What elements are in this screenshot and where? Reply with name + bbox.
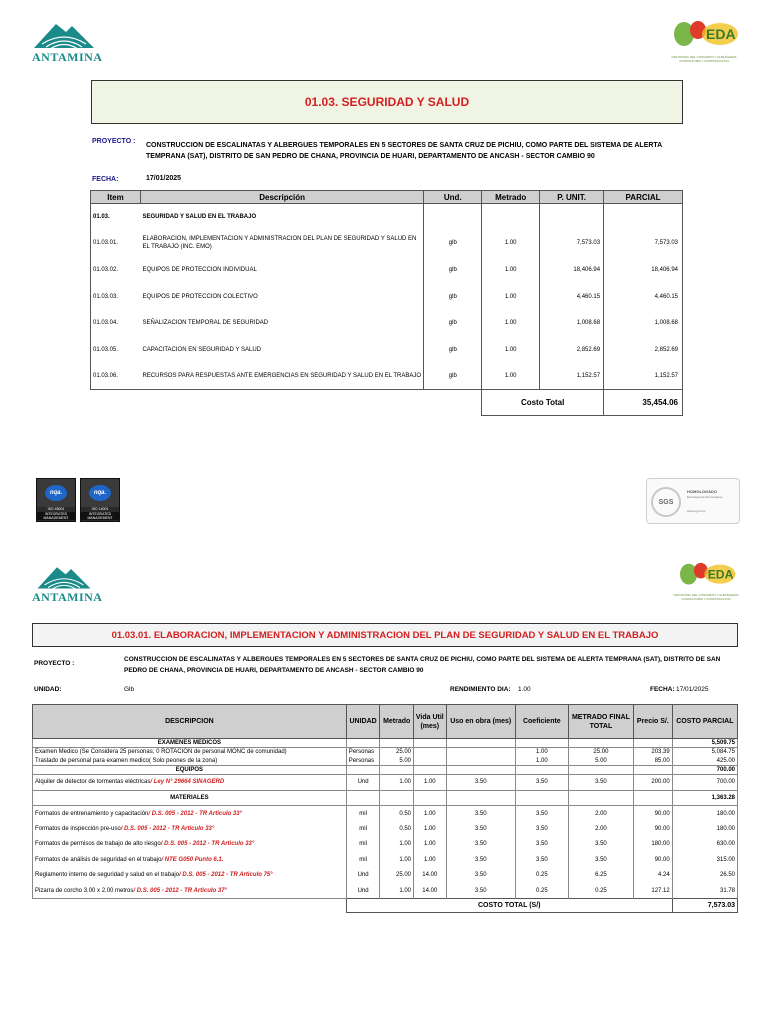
header-vida-util: Vida Util (mes) [414, 705, 447, 739]
antamina-logo-2 [32, 562, 103, 605]
group-subtotal: 700.00 [672, 766, 737, 775]
rendimiento-value: 1.00 [518, 686, 531, 693]
nqa-icon: nqa. [89, 485, 111, 501]
row-desc: Formatos de entrenamiento y capacitación/ D.S. 005 - 2012 - TR Articulo 33° [33, 806, 347, 822]
row-metrado: 1.00 [380, 883, 414, 899]
item-parcial: 18,406.94 [604, 257, 683, 284]
header-uso-obra: Uso en obra (mes) [446, 705, 515, 739]
item-punit: 1,008.68 [540, 310, 604, 337]
row-costo: 315.00 [672, 852, 737, 868]
row-coef: 3.50 [515, 806, 568, 822]
item-metrado: 1.00 [482, 363, 540, 390]
row-costo: 31.78 [672, 883, 737, 899]
header-coeficiente: Coeficiente [515, 705, 568, 739]
row-ref: / D.S. 005 - 2012 - TR Articulo 37° [133, 887, 227, 894]
row-coef: 0.25 [515, 868, 568, 884]
row-precio: 90.00 [634, 852, 673, 868]
proyecto-text: CONSTRUCCION DE ESCALINATAS Y ALBERGUES TEMPORALES EN 5 SECTORES DE SANTA CRUZ DE PICHIU, COMO PARTE DEL SISTEMA DE ALERTA TEMPRANA (SAT), DISTRITO DE SAN PEDRO DE CHANA, PROVINCIA DE HUARI, DEPARTAMENTO DE ANCASH - SECTOR CAMBIO 90 [146, 142, 662, 160]
row-ref: / D.S. 005 - 2012 - TR Articulo 75° [179, 872, 273, 879]
eda-mark: EDA [706, 26, 736, 42]
antamina-wordmark: ANTAMINA [32, 590, 103, 604]
item-metrado: 1.00 [482, 230, 540, 257]
row-mfinal: 3.50 [568, 775, 633, 791]
row-uso [446, 757, 515, 766]
row-uso: 3.50 [446, 868, 515, 884]
rendimiento-label: RENDIMIENTO DIA: [450, 686, 511, 693]
row-metrado: 5.00 [380, 757, 414, 766]
header-desc: Descripción [140, 191, 423, 204]
nqa-icon: nqa. [45, 485, 67, 501]
row-unidad: mil [346, 821, 380, 837]
table-row [33, 748, 738, 757]
row-vida: 1.00 [414, 852, 447, 868]
item-parcial: 7,573.03 [604, 230, 683, 257]
row-desc: Alquiler de detector de tormentas eléctricas/ Ley N° 29664 SINAGERD [33, 775, 347, 791]
row-coef: 1.00 [515, 757, 568, 766]
item-punit: 4,460.15 [540, 283, 604, 310]
item-parcial: 1,008.68 [604, 310, 683, 337]
table-row [91, 363, 683, 390]
row-ref: / D.S. 005 - 2012 - TR Articulo 33° [148, 810, 242, 817]
item-desc: RECURSOS PARA RESPUESTAS ANTE EMERGENCIAS EN SEGURIDAD Y SALUD EN EL TRABAJO [140, 363, 423, 390]
row-mfinal: 6.25 [568, 868, 633, 884]
row-mfinal: 25.00 [568, 748, 633, 757]
row-coef: 3.50 [515, 837, 568, 853]
row-uso: 3.50 [446, 883, 515, 899]
row-coef: 3.50 [515, 775, 568, 791]
group-row-materiales [33, 790, 738, 806]
item-punit: 7,573.03 [540, 230, 604, 257]
table-row [91, 310, 683, 337]
header-punit: P. UNIT. [540, 191, 604, 204]
table-row [33, 868, 738, 884]
item-desc: EQUIPOS DE PROTECCION INDIVIDUAL [142, 266, 257, 273]
group-row-examenes [33, 739, 738, 748]
fecha-label-2: FECHA: [650, 686, 675, 693]
group-subtotal: 1,363.28 [672, 790, 737, 806]
table-row-group [91, 204, 683, 231]
row-desc: Reglamento interno de seguridad y salud en el trabajo/ D.S. 005 - 2012 - TR Articulo 75° [33, 868, 347, 884]
item-metrado: 1.00 [482, 336, 540, 363]
sgs-sub: Estrategia de Proveedores [687, 495, 723, 499]
item-code: 01.03. [91, 204, 141, 231]
row-uso: 3.50 [446, 775, 515, 791]
row-vida: 1.00 [414, 837, 447, 853]
row-coef: 3.50 [515, 821, 568, 837]
header-item: Item [91, 191, 141, 204]
eda-caption: INDUSTRIAL DEL CONCRETO Y ALBAÑILERIA [673, 593, 739, 597]
row-vida [414, 757, 447, 766]
row-vida: 14.00 [414, 868, 447, 884]
table-row [33, 775, 738, 791]
eda-logo [664, 20, 744, 63]
proyecto-text-2: CONSTRUCCION DE ESCALINATAS Y ALBERGUES TEMPORALES EN 5 SECTORES DE SANTA CRUZ DE PICHIU, COMO PARTE DEL SISTEMA DE ALERTA TEMPRANA (SAT), DISTRITO DE SAN PEDRO DE CHANA, PROVINCIA DE HUARI, DEPARTAMENTO DE ANCASH - SECTOR CAMBIO 90 [124, 656, 721, 674]
table-row [33, 821, 738, 837]
header-metrado: Metrado [380, 705, 414, 739]
item-desc: EQUIPOS DE PROTECCION COLECTIVO [142, 293, 258, 300]
sgs-icon: SGS [651, 487, 681, 517]
unidad-value: Glb [124, 686, 135, 693]
row-unidad: Und [346, 868, 380, 884]
analysis-title: 01.03.01. ELABORACION, IMPLEMENTACION Y ADMINISTRACION DEL PLAN DE SEGURIDAD Y SALUD EN EL TRABAJO [32, 623, 738, 647]
item-und: glb [424, 336, 482, 363]
item-und: glb [424, 257, 482, 284]
sgs-homologado-badge [646, 478, 740, 524]
row-precio: 203.39 [634, 748, 673, 757]
row-metrado: 25.00 [380, 748, 414, 757]
row-ref: / NTE G050 Punto 6.1. [161, 856, 224, 863]
antamina-mountain-icon [32, 562, 96, 592]
row-desc: Examen Medico (Se Considera 25 personas; 0 ROTACION de personal MONC de comunidad) [33, 748, 347, 757]
nqa-iso14001-badge [80, 478, 120, 522]
eda-subcaption: CONSULTORIA Y CONSTRUCCION [679, 59, 729, 63]
proyecto-label-2: PROYECTO : [34, 660, 75, 667]
row-unidad: Und [346, 883, 380, 899]
row-costo: 5,084.75 [672, 748, 737, 757]
item-und: glb [424, 283, 482, 310]
row-metrado: 1.00 [380, 852, 414, 868]
item-punit: 1,152.57 [540, 363, 604, 390]
row-desc: Formatos de permisos de trabajo de alto riesgo/ D.S. 005 - 2012 - TR Articulo 33° [33, 837, 347, 853]
row-coef: 3.50 [515, 852, 568, 868]
table-row [33, 757, 738, 766]
eda-logo-2 [670, 562, 742, 601]
item-metrado: 1.00 [482, 283, 540, 310]
item-code: 01.03.06. [91, 363, 141, 390]
analysis-header-row [33, 705, 738, 739]
total-value: 35,454.06 [604, 390, 683, 416]
row-vida: 1.00 [414, 775, 447, 791]
row-precio: 90.00 [634, 806, 673, 822]
item-code: 01.03.02. [91, 257, 141, 284]
eda-subcaption: CONSULTORIA Y CONSTRUCCION [681, 597, 731, 601]
item-und: glb [424, 230, 482, 257]
group-subtotal: 5,509.75 [672, 739, 737, 748]
group-name: EXAMENES MEDICOS [33, 739, 347, 748]
header-costo-parcial: COSTO PARCIAL [672, 705, 737, 739]
table-row [33, 837, 738, 853]
budget-table [90, 190, 683, 416]
row-metrado: 25.00 [380, 868, 414, 884]
row-costo: 630.00 [672, 837, 737, 853]
row-ref: / Ley N° 29664 SINAGERD [150, 779, 225, 786]
page-title: 01.03. SEGURIDAD Y SALUD [91, 80, 683, 124]
row-unidad: mil [346, 852, 380, 868]
item-parcial: 4,460.15 [604, 283, 683, 310]
row-mfinal: 5.00 [568, 757, 633, 766]
analysis-total-value: 7,573.03 [672, 899, 737, 913]
row-metrado: 1.00 [380, 837, 414, 853]
row-uso: 3.50 [446, 852, 515, 868]
table-row [33, 852, 738, 868]
item-parcial: 2,852.69 [604, 336, 683, 363]
item-desc: SEGURIDAD Y SALUD EN EL TRABAJO [142, 214, 257, 221]
row-desc: Traslado de personal para examen medico( Solo peones de la zona) [33, 757, 347, 766]
antamina-wordmark: ANTAMINA [32, 50, 103, 64]
eda-caption: INDUSTRIAL DEL CONCRETO Y ALBAÑILERIA [671, 55, 737, 59]
eda-leaf-icon [670, 562, 742, 588]
group-name: MATERIALES [33, 790, 347, 806]
item-code: 01.03.01. [91, 230, 141, 257]
iso-label: ISO 45001 [47, 507, 65, 511]
item-punit: 18,406.94 [540, 257, 604, 284]
item-metrado: 1.00 [482, 257, 540, 284]
row-desc: Formatos de análisis de seguridad en el trabajo/ NTE G050 Punto 6.1. [33, 852, 347, 868]
row-mfinal: 3.50 [568, 837, 633, 853]
nqa-iso45001-badge [36, 478, 76, 522]
row-mfinal: 0.25 [568, 883, 633, 899]
header-descripcion: DESCRIPCION [33, 705, 347, 739]
table-row [91, 283, 683, 310]
table-row [91, 230, 683, 257]
row-desc: Formatos de inspección pre-uso/ D.S. 005 - 2012 - TR Articulo 33° [33, 821, 347, 837]
row-unidad: Personas [346, 757, 380, 766]
proyecto-label: PROYECTO : [92, 138, 136, 145]
row-coef: 1.00 [515, 748, 568, 757]
row-costo: 700.00 [672, 775, 737, 791]
table-row [91, 336, 683, 363]
row-mfinal: 2.00 [568, 806, 633, 822]
row-precio: 4.24 [634, 868, 673, 884]
total-row [91, 390, 683, 416]
row-vida: 1.00 [414, 806, 447, 822]
total-label: Costo Total [482, 390, 604, 416]
row-metrado: 1.00 [380, 775, 414, 791]
im-label: INTEGRATED MANAGEMENT [37, 512, 75, 520]
row-costo: 425.00 [672, 757, 737, 766]
item-code: 01.03.04. [91, 310, 141, 337]
row-uso: 3.50 [446, 806, 515, 822]
eda-mark: EDA [707, 567, 734, 582]
row-vida [414, 748, 447, 757]
header-parcial: PARCIAL [604, 191, 683, 204]
analysis-table [32, 704, 738, 913]
sgs-url: www.sgs.com [687, 509, 706, 513]
table-row [33, 883, 738, 899]
fecha-value: 17/01/2025 [146, 175, 182, 182]
group-name: EQUIPOS [33, 766, 347, 775]
header-unidad: UNIDAD [346, 705, 380, 739]
row-costo: 180.00 [672, 806, 737, 822]
row-uso [446, 748, 515, 757]
row-vida: 1.00 [414, 821, 447, 837]
row-unidad: mil [346, 837, 380, 853]
row-desc: Pizarra de corcho 3.00 x 2.00 metros/ D.S. 005 - 2012 - TR Articulo 37° [33, 883, 347, 899]
row-precio: 85.00 [634, 757, 673, 766]
row-mfinal: 2.00 [568, 821, 633, 837]
item-desc: CAPACITACION EN SEGURIDAD Y SALUD [142, 346, 262, 353]
item-code: 01.03.03. [91, 283, 141, 310]
item-desc: SEÑALIZACION TEMPORAL DE SEGURIDAD [142, 320, 269, 327]
item-metrado: 1.00 [482, 310, 540, 337]
item-parcial: 1,152.57 [604, 363, 683, 390]
row-precio: 90.00 [634, 821, 673, 837]
row-uso: 3.50 [446, 821, 515, 837]
item-code: 01.03.05. [91, 336, 141, 363]
antamina-mountain-icon [32, 18, 96, 52]
fecha-value-2: 17/01/2025 [676, 686, 709, 693]
header-metrado: Metrado [482, 191, 540, 204]
row-ref: / D.S. 005 - 2012 - TR Articulo 33° [160, 841, 255, 848]
row-precio: 200.00 [634, 775, 673, 791]
sgs-title: HOMOLOGADO [687, 489, 717, 494]
unidad-label: UNIDAD: [34, 686, 62, 693]
eda-leaf-icon [664, 20, 744, 50]
row-precio: 127.12 [634, 883, 673, 899]
table-row [91, 257, 683, 284]
row-coef: 0.25 [515, 883, 568, 899]
item-und: glb [424, 310, 482, 337]
item-desc: ELABORACION, IMPLEMENTACION Y ADMINISTRACION DEL PLAN DE SEGURIDAD Y SALUD EN EL TRABAJO (INC. EMO) [142, 236, 417, 251]
row-unidad: Und [346, 775, 380, 791]
row-uso: 3.50 [446, 837, 515, 853]
antamina-logo [32, 18, 103, 65]
header-metrado-final: METRADO FINAL TOTAL [568, 705, 633, 739]
analysis-total-row [33, 899, 738, 913]
budget-header-row [91, 191, 683, 204]
iso-label: ISO 14001 [91, 507, 109, 511]
group-row-equipos [33, 766, 738, 775]
table-row [33, 806, 738, 822]
header-und: Und. [424, 191, 482, 204]
row-mfinal: 3.50 [568, 852, 633, 868]
analysis-total-label: COSTO TOTAL (S/) [346, 899, 672, 913]
header-precio: Precio S/. [634, 705, 673, 739]
row-metrado: 0.50 [380, 806, 414, 822]
row-costo: 180.00 [672, 821, 737, 837]
item-und: glb [424, 363, 482, 390]
row-costo: 26.50 [672, 868, 737, 884]
row-ref: / D.S. 005 - 2012 - TR Articulo 33° [120, 825, 215, 832]
row-unidad: Personas [346, 748, 380, 757]
row-unidad: mil [346, 806, 380, 822]
im-label: INTEGRATED MANAGEMENT [81, 512, 119, 520]
fecha-label: FECHA: [92, 176, 119, 183]
item-punit: 2,852.69 [540, 336, 604, 363]
row-vida: 14.00 [414, 883, 447, 899]
row-precio: 180.00 [634, 837, 673, 853]
row-metrado: 0.50 [380, 821, 414, 837]
